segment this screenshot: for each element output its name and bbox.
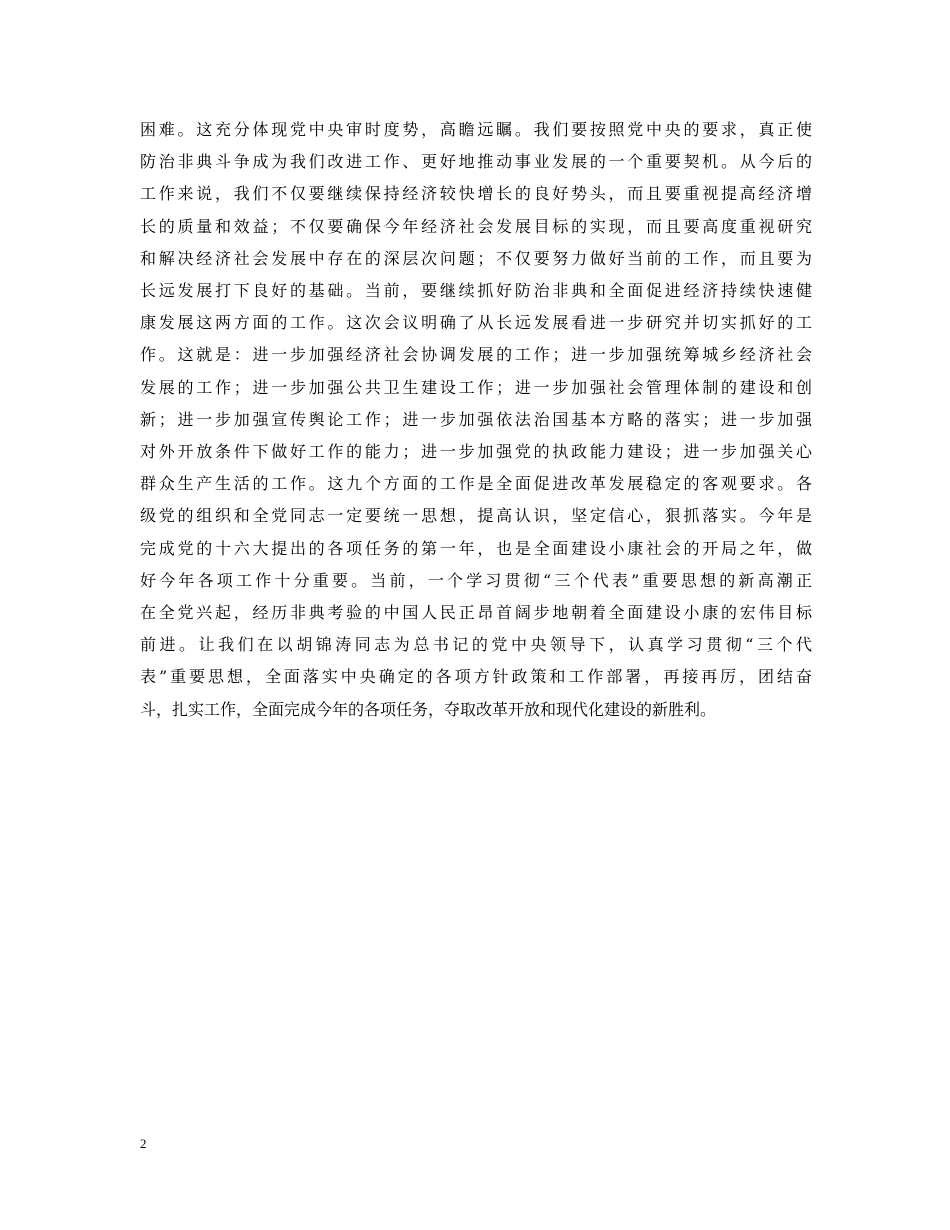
text-line: 群众生产生活的工作。这九个方面的工作是全面促进改革发展稳定的客观要求。各 <box>140 474 812 494</box>
text-line: 困难。这充分体现党中央审时度势，高瞻远瞩。我们要按照党中央的要求，真正使 <box>140 120 812 139</box>
page-number: 2 <box>140 1136 147 1151</box>
text-line: 发展的工作；进一步加强公共卫生建设工作；进一步加强社会管理体制的建设和创 <box>140 377 812 397</box>
text-line: 长远发展打下良好的基础。当前，要继续抓好防治非典和全面促进经济持续快速健 <box>140 281 812 301</box>
text-line: 工作来说，我们不仅要继续保持经济较快增长的良好势头，而且要重视提高经济增 <box>140 184 812 204</box>
text-line: 防治非典斗争成为我们改进工作、更好地推动事业发展的一个重要契机。从今后的 <box>140 152 812 172</box>
text-line: 前进。让我们在以胡锦涛同志为总书记的党中央领导下，认真学习贯彻“三个代 <box>140 635 812 655</box>
text-line: 康发展这两方面的工作。这次会议明确了从长远发展看进一步研究并切实抓好的工 <box>140 313 812 333</box>
text-line: 作。这就是：进一步加强经济社会协调发展的工作；进一步加强统筹城乡经济社会 <box>140 345 812 365</box>
text-line: 对外开放条件下做好工作的能力；进一步加强党的执政能力建设；进一步加强关心 <box>140 442 812 462</box>
text-line: 表”重要思想，全面落实中央确定的各项方针政策和工作部署，再接再厉，团结奋 <box>140 667 812 687</box>
text-line: 斗，扎实工作，全面完成今年的各项任务，夺取改革开放和现代化建设的新胜利。 <box>140 699 717 719</box>
text-line: 新；进一步加强宣传舆论工作；进一步加强依法治国基本方略的落实；进一步加强 <box>140 409 812 429</box>
body-paragraph <box>140 114 812 726</box>
text-line: 在全党兴起，经历非典考验的中国人民正昂首阔步地朝着全面建设小康的宏伟目标 <box>140 603 812 623</box>
text-line: 级党的组织和全党同志一定要统一思想，提高认识，坚定信心，狠抓落实。今年是 <box>140 506 812 526</box>
text-line: 和解决经济社会发展中存在的深层次问题；不仅要努力做好当前的工作，而且要为 <box>140 248 812 268</box>
text-line: 长的质量和效益；不仅要确保今年经济社会发展目标的实现，而且要高度重视研究 <box>140 216 812 236</box>
text-line: 完成党的十六大提出的各项任务的第一年，也是全面建设小康社会的开局之年，做 <box>140 538 812 558</box>
text-line: 好今年各项工作十分重要。当前，一个学习贯彻“三个代表”重要思想的新高潮正 <box>140 570 812 590</box>
